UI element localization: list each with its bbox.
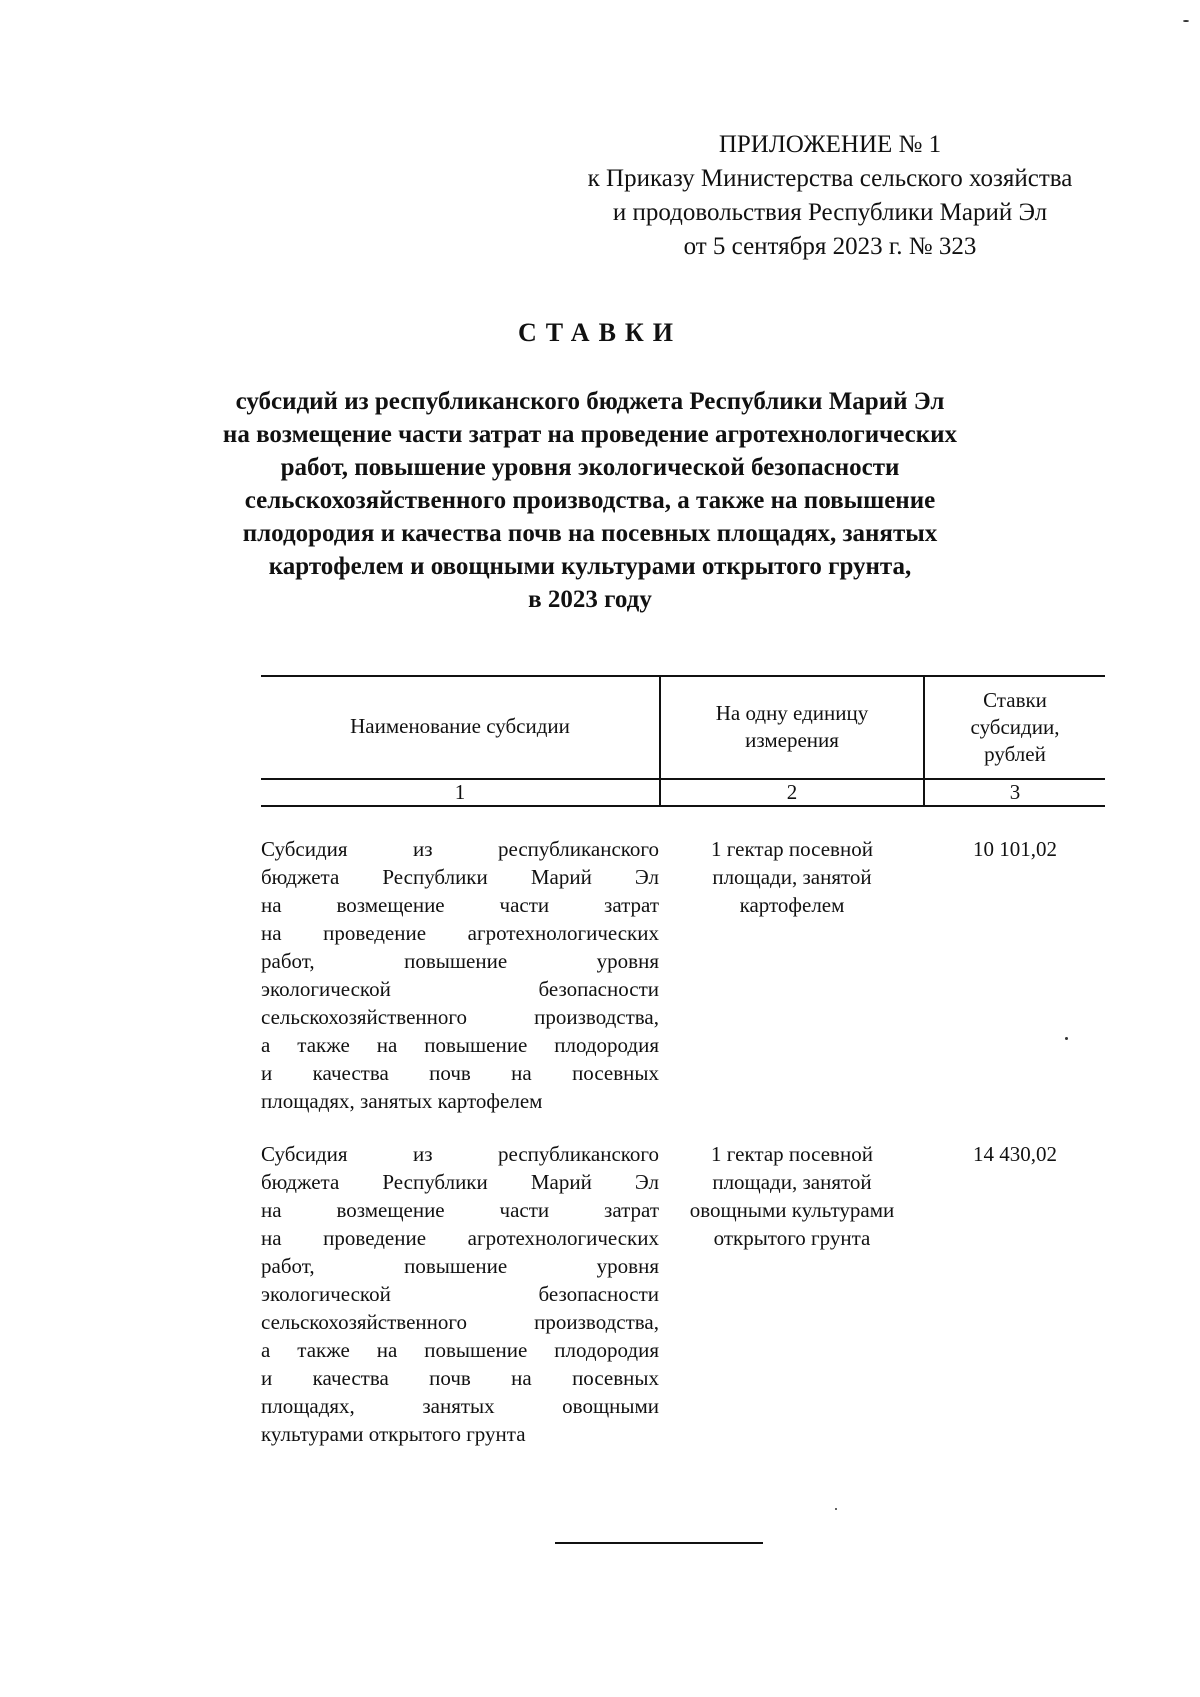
header-text: На одну единицу [715,701,869,725]
column-number: 2 [786,780,798,804]
closing-rule [555,1542,763,1544]
header-subsidy-name [261,713,659,740]
order-date: от 5 сентября 2023 г. № 323 [683,233,977,260]
table-top-rule [261,675,1105,677]
appendix-number: ПРИЛОЖЕНИЕ № 1 [718,131,942,158]
header-text: рублей [984,742,1046,766]
header-text: измерения [745,728,839,752]
name-line: а также на повышение плодородия [261,1338,659,1362]
unit-line: 1 гектар посевной [711,1142,873,1166]
unit-line: открытого грунта [713,1226,871,1250]
header-text: Ставки [983,688,1047,712]
name-line: на возмещение части затрат [261,893,659,917]
name-line: на проведение агротехнологических [261,1226,659,1250]
subtitle-line: субсидий из республиканского бюджета Республики Марий Эл [235,388,945,415]
name-line: работ, повышение уровня [261,949,659,973]
name-line: экологической безопасности [261,977,659,1001]
subtitle-line: в 2023 году [528,586,652,613]
name-line: сельскохозяйственного производства, [261,1310,659,1334]
document-subtitle [200,385,980,616]
header-unit [661,700,923,754]
name-line: площадях, занятых овощными [261,1394,659,1418]
header-rate [925,687,1105,768]
rate-cell: 14 430,02 [973,1142,1057,1166]
scan-speck [835,1508,837,1510]
name-line: бюджета Республики Марий Эл [261,865,659,889]
name-line: Субсидия из республиканского [261,1142,659,1166]
column-number: 1 [454,780,466,804]
name-line: экологической безопасности [261,1282,659,1306]
name-line: площадях, занятых картофелем [261,1089,543,1113]
name-line: на проведение агротехнологических [261,921,659,945]
unit-line: картофелем [739,893,845,917]
document-header [540,128,1120,264]
table-header [261,675,1105,807]
unit-line: площади, занятой [712,1170,872,1194]
name-line: культурами открытого грунта [261,1422,526,1446]
name-line: на возмещение части затрат [261,1198,659,1222]
unit-line: площади, занятой [712,865,872,889]
name-line: бюджета Республики Марий Эл [261,1170,659,1194]
unit-line: 1 гектар посевной [711,837,873,861]
subtitle-line: картофелем и овощными культурами открытого грунта, [268,553,912,580]
order-reference-line-1: к Приказу Министерства сельского хозяйства [587,165,1073,192]
name-line: работ, повышение уровня [261,1254,659,1278]
name-line: а также на повышение плодородия [261,1033,659,1057]
unit-cell [661,835,923,919]
name-line: сельскохозяйственного производства, [261,1005,659,1029]
name-line: и качества почв на посевных [261,1366,659,1390]
header-text: субсидии, [970,715,1060,739]
name-line: Субсидия из республиканского [261,837,659,861]
column-number: 3 [1009,780,1021,804]
scan-speck [1183,20,1189,22]
scan-speck [1065,1037,1068,1040]
rate-cell: 10 101,02 [973,837,1057,861]
header-text: Наименование субсидии [350,714,570,738]
name-line: и качества почв на посевных [261,1061,659,1085]
subtitle-line: на возмещение части затрат на проведение агротехнологических [222,421,958,448]
subsidy-name-cell [261,1140,659,1448]
document-title: СТАВКИ [517,318,683,347]
subtitle-line: плодородия и качества почв на посевных площадях, занятых [242,520,938,547]
unit-line: овощными культурами [689,1198,895,1222]
subtitle-line: сельскохозяйственного производства, а также на повышение [244,487,936,514]
subsidy-name-cell [261,835,659,1115]
subtitle-line: работ, повышение уровня экологической безопасности [280,454,900,481]
order-reference-line-2: и продовольствия Республики Марий Эл [612,199,1048,226]
unit-cell [661,1140,923,1252]
